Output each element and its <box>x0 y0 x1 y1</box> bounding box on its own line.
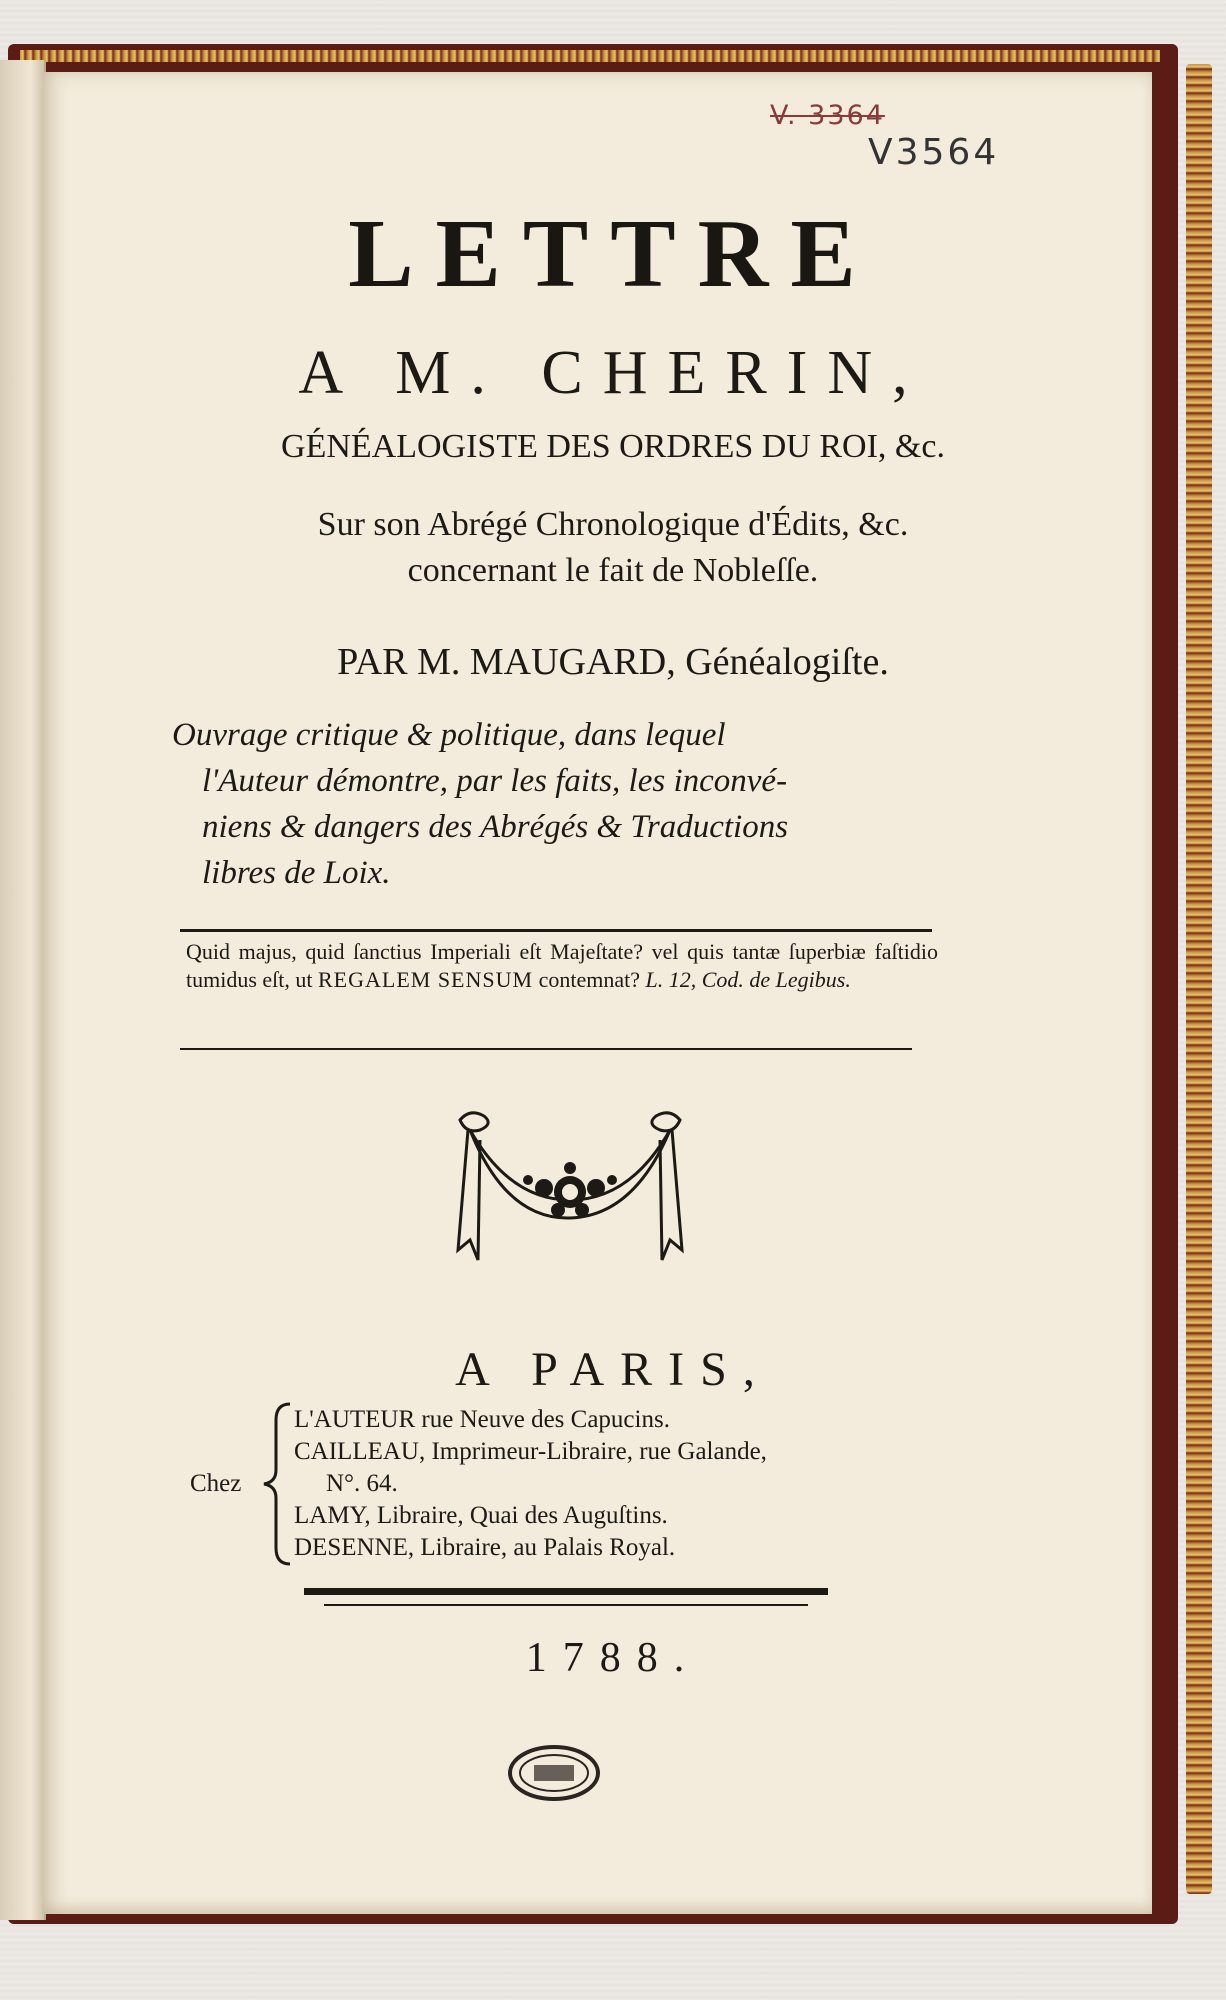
subtitle <box>0 502 1226 594</box>
imprint-place: A PARIS, <box>455 1343 771 1396</box>
epigraph-rule-top <box>180 929 932 932</box>
addressee: A M. CHERIN, <box>298 339 928 407</box>
bookseller-list <box>294 1404 994 1564</box>
epigraph-text: Quid majus, quid ſanctius Imperiali eſt Majeſtate? vel quis tantæ ſuperbiæ faſtidio tumidus eſt, ut <box>186 939 938 992</box>
epigraph <box>186 938 938 994</box>
epigraph-rule-bottom <box>180 1048 912 1050</box>
author-line: PAR M. MAUGARD, Généalogiſte. <box>337 641 889 683</box>
bookseller-3: LAMY, Libraire, Quai des Auguſtins. <box>294 1502 668 1529</box>
description-line-2: l'Auteur démontre, par les faits, les inconvé- <box>202 763 788 799</box>
shelfmark-old: V. 3364 <box>770 100 885 131</box>
epigraph-text-2: contemnat? <box>538 967 640 992</box>
bookseller-4: DESENNE, Libraire, au Palais Royal. <box>294 1534 676 1561</box>
imprint-rule-thin <box>324 1604 808 1606</box>
page-title: LETTRE <box>348 200 878 308</box>
subtitle-line-2: concernant le fait de Nobleſſe. <box>407 552 819 589</box>
addressee-profession: GÉNÉALOGISTE DES ORDRES DU ROI, &c. <box>281 428 945 465</box>
description-line-4: libres de Loix. <box>202 855 391 891</box>
imprint-rule-thick <box>304 1588 828 1595</box>
imprint-chez: Chez <box>190 1470 242 1497</box>
curly-brace <box>260 1400 296 1568</box>
shelfmark-new: V3564 <box>868 132 1000 173</box>
gilt-edge-top <box>20 50 1160 62</box>
description <box>172 712 942 896</box>
publication-year: 1788. <box>525 1635 701 1681</box>
subtitle-line-1: Sur son Abrégé Chronologique d'Édits, &c. <box>317 506 909 543</box>
bookseller-2: CAILLEAU, Imprimeur-Libraire, rue Galande, <box>294 1438 767 1465</box>
epigraph-citation: L. 12, Cod. de Legibus. <box>645 967 851 992</box>
floral-garland-vignette <box>440 1100 700 1280</box>
bookseller-1: L'AUTEUR rue Neuve des Capucins. <box>294 1406 670 1433</box>
epigraph-regalem: REGALEM SENSUM <box>318 967 534 992</box>
description-line-1: Ouvrage critique & politique, dans lequel <box>172 717 726 753</box>
library-stamp <box>504 1740 604 1806</box>
description-line-3: niens & dangers des Abrégés & Traductions <box>202 809 789 845</box>
bookseller-2-address: N°. 64. <box>326 1470 398 1497</box>
